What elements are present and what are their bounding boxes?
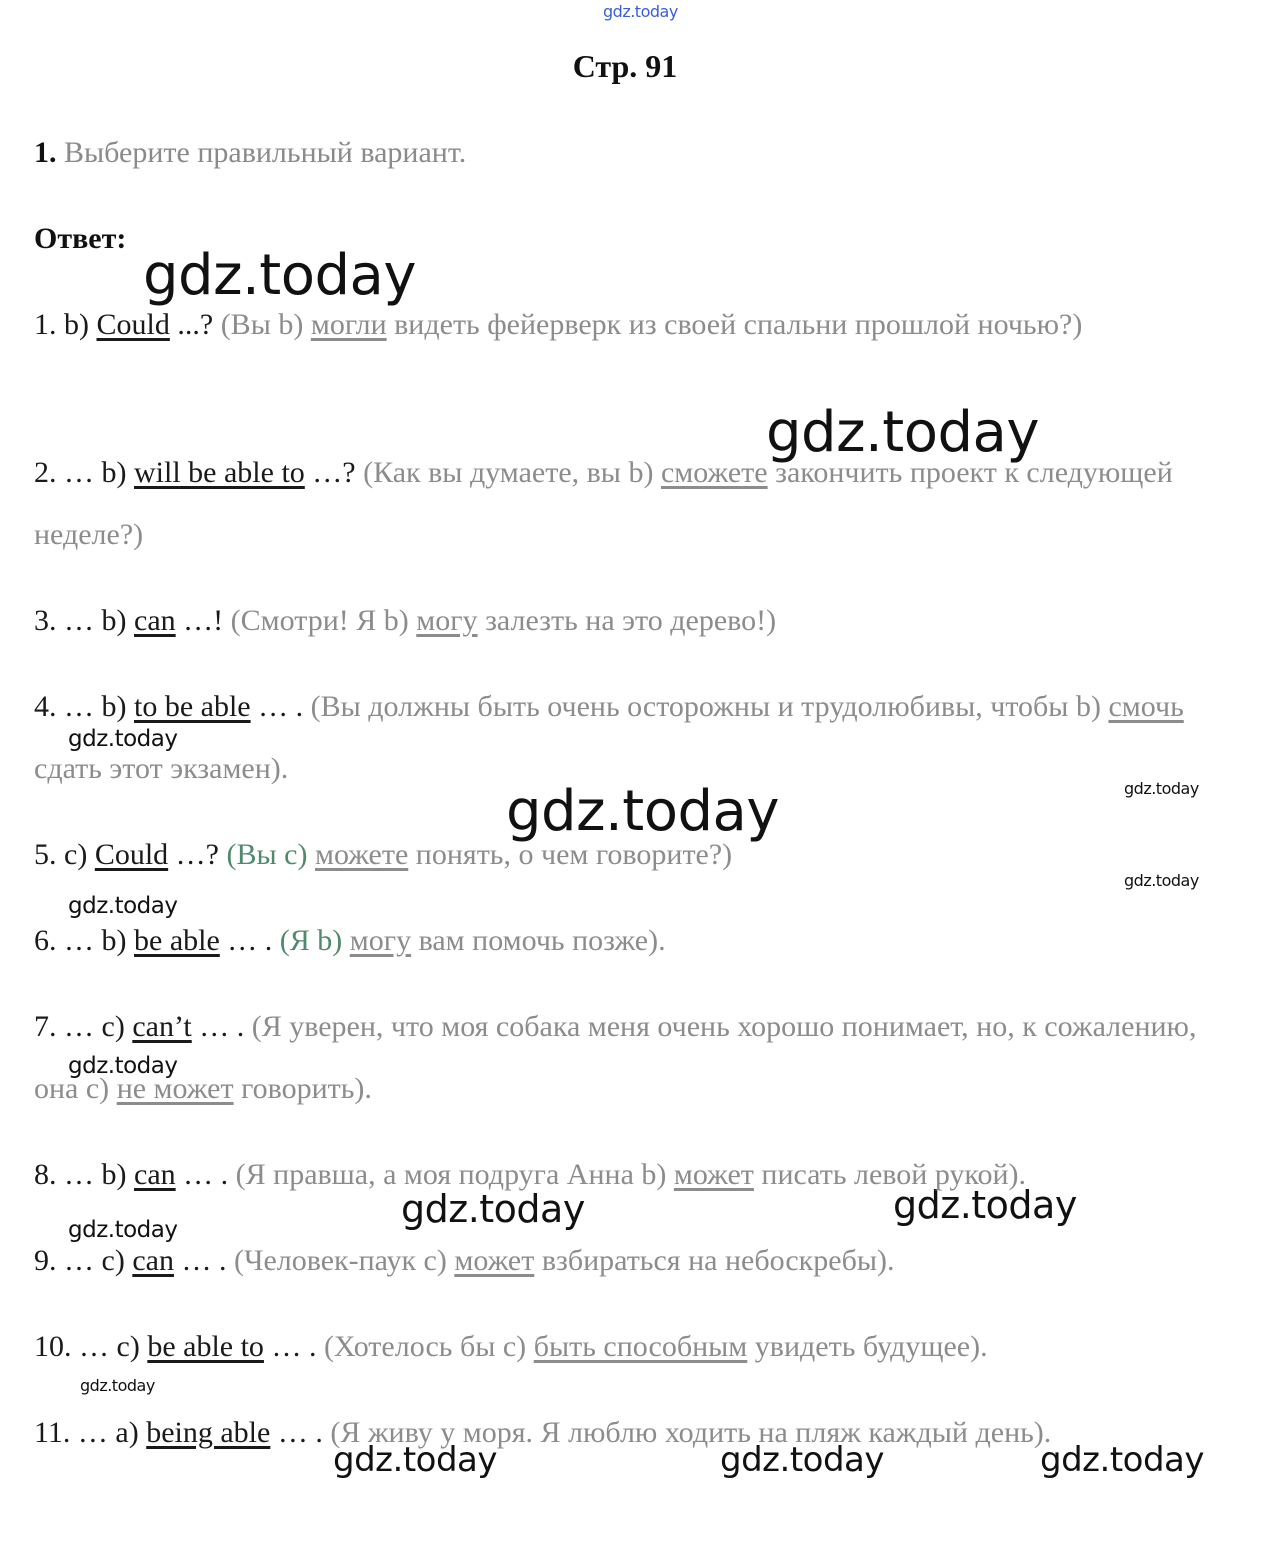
- translation-key: могу: [349, 924, 412, 957]
- translation: (Я правша, а моя подруга Анна b): [235, 1158, 674, 1191]
- answer-item: 3. … b) can …! (Смотри! Я b) могу залезть на это дерево!): [34, 604, 777, 637]
- watermark: gdz.today: [143, 243, 417, 308]
- translation-key: могу: [416, 604, 478, 637]
- answer-item: 5. c) Could …? (Вы с) можете понять, о чем говорите?): [34, 838, 733, 871]
- answer-item: 4. … b) to be able … . (Вы должны быть очень осторожны и трудолюбивы, чтобы b) смочь сдать этот экзамен).: [34, 690, 1184, 785]
- translation: (Как вы думаете, вы b): [363, 456, 661, 489]
- answer-choice: Could: [94, 838, 169, 871]
- translation: (Я b): [279, 924, 350, 957]
- answer-choice: be able: [134, 924, 220, 957]
- answer-item: 10. … c) be able to … . (Хотелось бы с) быть способным увидеть будущее).: [34, 1330, 988, 1363]
- answer-choice: be able to: [147, 1330, 264, 1363]
- watermark: gdz.today: [68, 726, 178, 752]
- answer-choice: can’t: [132, 1010, 192, 1043]
- translation: (Смотри! Я b): [230, 604, 417, 637]
- answer-choice: can: [134, 604, 176, 637]
- watermark: gdz.today: [1124, 779, 1199, 798]
- watermark: gdz.today: [603, 2, 678, 21]
- answer-choice: being able: [146, 1416, 271, 1449]
- translation-key: можете: [314, 838, 409, 871]
- watermark: gdz.today: [333, 1440, 497, 1480]
- translation-key: может: [673, 1158, 754, 1191]
- watermark: gdz.today: [401, 1187, 585, 1231]
- answer-label: Ответ:: [34, 222, 127, 255]
- watermark: gdz.today: [893, 1183, 1077, 1227]
- answer-item: 8. … b) can … . (Я правша, а моя подруга Анна b) может писать левой рукой).: [34, 1158, 1027, 1191]
- translation-key: сможете: [660, 456, 768, 489]
- answer-choice: to be able: [134, 690, 251, 723]
- answer-item: 9. … c) can … . (Человек-паук с) может взбираться на небоскребы).: [34, 1244, 895, 1277]
- watermark: gdz.today: [766, 400, 1040, 465]
- translation-key: не может: [116, 1072, 234, 1105]
- translation: (Хотелось бы с): [323, 1330, 534, 1363]
- translation-key: смочь: [1108, 690, 1184, 723]
- translation-key: могли: [310, 308, 387, 341]
- answer-item: 11. … a) being able … . (Я живу у моря. Я люблю ходить на пляж каждый день).: [34, 1416, 1052, 1449]
- watermark: gdz.today: [68, 1053, 178, 1079]
- translation-key: может: [454, 1244, 535, 1277]
- translation: (Я уверен, что моя собака меня очень хорошо понимает, но, к сожалению, она с): [34, 1010, 1197, 1105]
- watermark: gdz.today: [80, 1376, 155, 1395]
- answer-choice: will be able to: [134, 456, 305, 489]
- watermark: gdz.today: [506, 779, 780, 844]
- translation: (Вы b): [220, 308, 311, 341]
- answer-choice: Could: [96, 308, 170, 341]
- watermark: gdz.today: [1040, 1440, 1204, 1480]
- page-title: Стр. 91: [572, 48, 678, 84]
- task-text: Выберите правильный вариант.: [64, 136, 467, 169]
- answer-item: 1. b) Could ...? (Вы b) могли видеть фейерверк из своей спальни прошлой ночью?): [34, 308, 1083, 341]
- answer-item: 6. … b) be able … . (Я b) могу вам помочь позже).: [34, 924, 666, 957]
- translation-key: быть способным: [533, 1330, 748, 1363]
- answer-choice: can: [132, 1244, 174, 1277]
- translation: (Вы должны быть очень осторожны и трудолюбивы, чтобы b): [310, 690, 1109, 723]
- watermark: gdz.today: [68, 1217, 178, 1243]
- answer-choice: can: [134, 1158, 176, 1191]
- watermark: gdz.today: [1124, 871, 1199, 890]
- task-statement: [34, 136, 466, 170]
- watermark: gdz.today: [720, 1440, 884, 1480]
- watermark: gdz.today: [68, 893, 178, 919]
- answer-item: 2. … b) will be able to …? (Как вы думаете, вы b) сможете закончить проект к следующей неделе?): [34, 456, 1173, 551]
- answer-item: 7. … c) can’t … . (Я уверен, что моя собака меня очень хорошо понимает, но, к сожалению, она с) не может говорить).: [34, 1010, 1197, 1105]
- translation: (Я живу у моря. Я люблю ходить на пляж каждый день).: [330, 1416, 1052, 1449]
- translation: (Вы с): [226, 838, 315, 871]
- task-number: 1.: [34, 136, 57, 169]
- translation: (Человек-паук с): [233, 1244, 455, 1277]
